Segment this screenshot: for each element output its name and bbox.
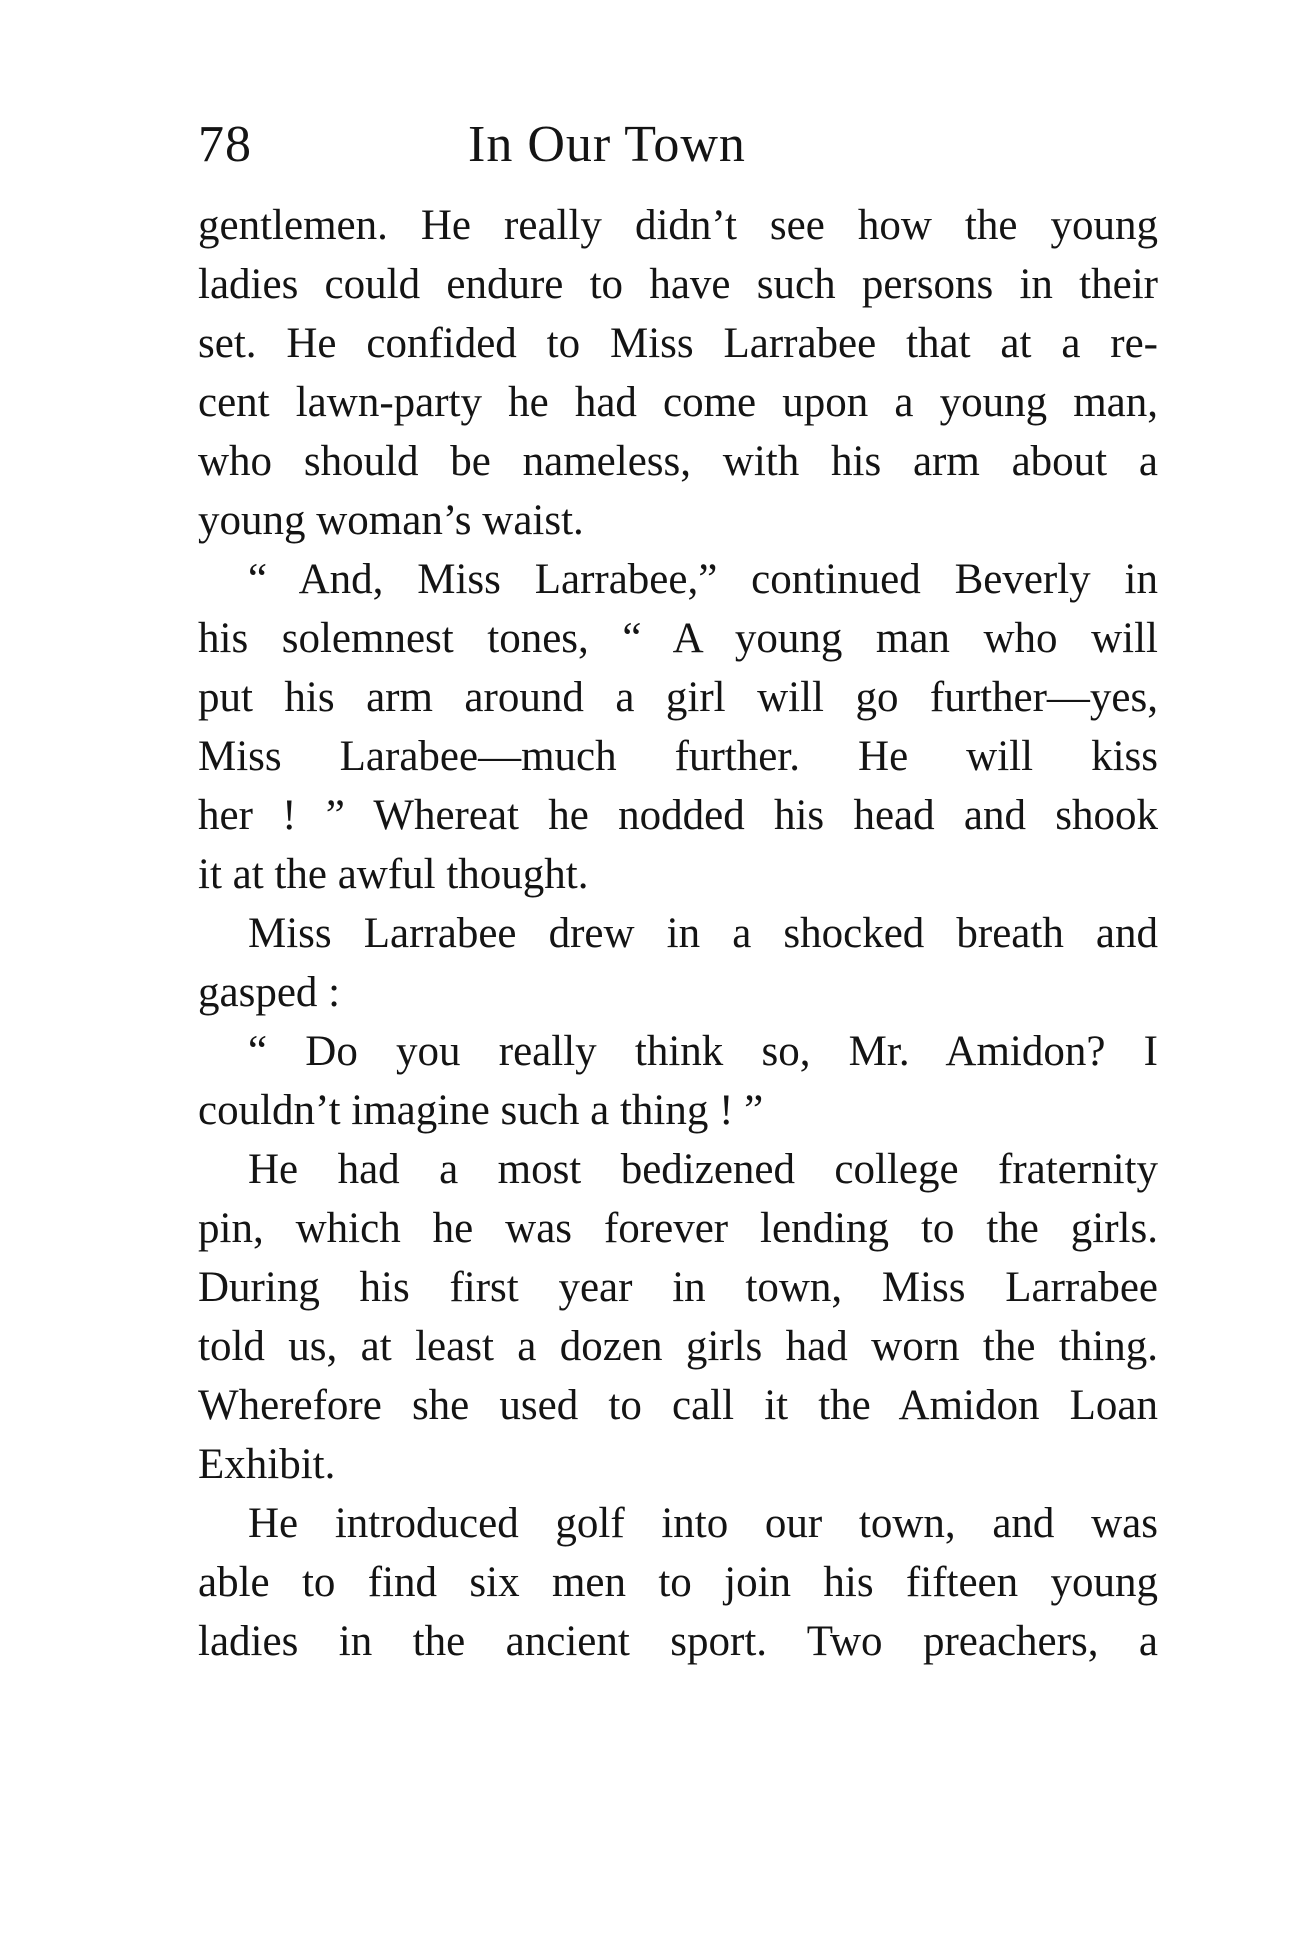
text-line: Miss Larabee—much further. He will kiss — [198, 733, 1158, 780]
text-line: set. He confided to Miss Larrabee that at a re- — [198, 320, 1158, 367]
text-line: young woman’s waist. — [198, 497, 584, 544]
text-line: Wherefore she used to call it the Amidon Loan — [198, 1382, 1158, 1429]
text-line: couldn’t imagine such a thing ! ” — [198, 1087, 764, 1134]
text-line: his solemnest tones, “ A young man who will — [198, 615, 1158, 662]
text-line: Miss Larrabee drew in a shocked breath and — [248, 910, 1158, 957]
text-line: “ Do you really think so, Mr. Amidon? I — [248, 1028, 1158, 1075]
text-line: pin, which he was forever lending to the girls. — [198, 1205, 1158, 1252]
text-line: gasped : — [198, 969, 341, 1016]
text-line: He introduced golf into our town, and was — [248, 1500, 1158, 1547]
text-line: ladies could endure to have such persons in their — [198, 261, 1158, 308]
text-line: put his arm around a girl will go further—yes, — [198, 674, 1158, 721]
text-line: her ! ” Whereat he nodded his head and shook — [198, 792, 1158, 839]
running-head — [198, 110, 1158, 180]
text-line: ladies in the ancient sport. Two preachers, a — [198, 1618, 1158, 1665]
page-number: 78 — [198, 116, 252, 173]
text-line: He had a most bedizened college fraternity — [248, 1146, 1158, 1193]
text-line: Exhibit. — [198, 1441, 336, 1488]
text-line: able to find six men to join his fifteen young — [198, 1559, 1158, 1606]
text-line: During his first year in town, Miss Larrabee — [198, 1264, 1158, 1311]
text-line: “ And, Miss Larrabee,” continued Beverly in — [248, 556, 1158, 603]
text-line: it at the awful thought. — [198, 851, 589, 898]
text-line: told us, at least a dozen girls had worn the thing. — [198, 1323, 1158, 1370]
text-line: who should be nameless, with his arm about a — [198, 438, 1158, 485]
running-title: In Our Town — [468, 116, 746, 173]
body-text — [198, 196, 1158, 1671]
text-line: cent lawn-party he had come upon a young man, — [198, 379, 1158, 426]
text-line: gentlemen. He really didn’t see how the young — [198, 202, 1158, 249]
